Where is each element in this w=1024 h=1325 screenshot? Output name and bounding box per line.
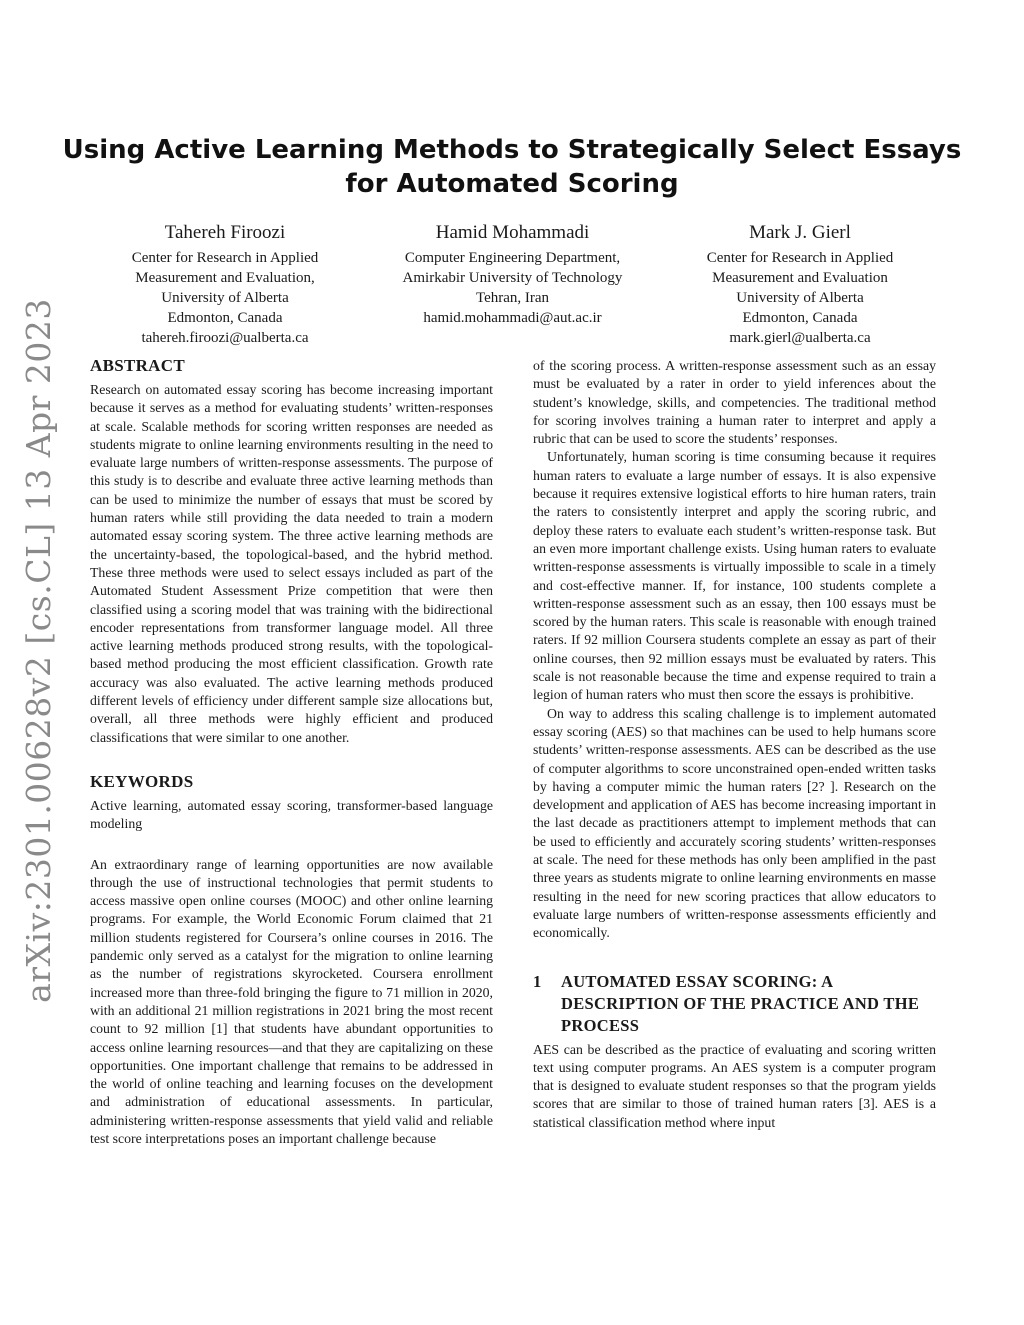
author-affiliation-line: Center for Research in Applied xyxy=(706,250,894,266)
author-block xyxy=(90,220,935,348)
author-3 xyxy=(665,220,935,348)
abstract-heading: ABSTRACT xyxy=(90,356,185,375)
body-paragraph: of the scoring process. A written-response assessment such as an essay must be evaluated by a rater in order to yield inferences about the student’s knowledge, skills, and competencies. The traditional method for scoring involves training a human rater to interpret and apply a rubric that can be used to score the students’ responses. xyxy=(533,358,936,447)
section-1-heading xyxy=(533,971,936,1037)
author-affiliation-line: Edmonton, Canada xyxy=(167,310,283,326)
author-email: tahereh.firoozi@ualberta.ca xyxy=(141,330,309,346)
body-paragraph: Unfortunately, human scoring is time consuming because it requires human raters to evaluate a large number of essays. It is also expensive because it requires extensive logistical efforts to hire human raters, train the raters to consistently interpret and apply the scoring rubric, and deploy these raters to evaluate each student’s written-response task. But an even more important challenge exists. Using human raters to evaluate written-response assessments is virtually impossible to scale in a timely and cost-effective manner. If, for instance, 100 students complete a written-response assessment such as an essay, then 100 essays must be scored by the human raters. This scale is reasonable with enough trained raters. If 92 million Coursera students complete an essay as part of their online courses, then 92 million essays must be evaluated by raters. This scale is not reasonable because the time and expense required to train a legion of human raters who must then score the essays is prohibitive. xyxy=(533,449,936,703)
body-paragraph: On way to address this scaling challenge is to implement automated essay scoring (AES) so that machines can be used to help humans score students’ written-response assessments. AES can be described as the use of computer algorithms to score unconstrained open-ended written tasks by having a computer mimic the human raters [2? ]. Research on the development and application of AES has become increasing important in the last decade as practitioners attempt to implement methods that can be used to efficiently and accurately scoring students’ written-responses at scale. The need for these methods has only been amplified in the past three years as students migrate to online learning environments en masse resulting in the need for new scoring practices that allow educators to evaluate large numbers of written-response assessments efficiently and economically. xyxy=(533,705,936,941)
author-affiliation-line: Tehran, Iran xyxy=(475,290,550,306)
author-affiliation-line: Measurement and Evaluation, xyxy=(135,270,315,286)
paper-title: Using Active Learning Methods to Strategically Select Essays for Automated Scoring xyxy=(62,135,962,199)
author-email: hamid.mohammadi@aut.ac.ir xyxy=(423,310,602,326)
section-number: 1 xyxy=(533,971,542,991)
intro-paragraph: An extraordinary range of learning opportunities are now available through the use of instructional technologies that permit students to access massive open online courses (MOOC) and other online learning programs. For example, the World Economic Forum claimed that 21 million students registered for Coursera’s online courses in 2016. The pandemic only served as a catalyst for the migration to online learning as the number of registrations skyrocketed. Coursera enrollment increased more than three-fold bringing the figure to 71 million in 2020, with an additional 21 million registrations in 2021 bring the most recent count to 92 million [1] that students have abundant opportunities to access online learning resources—and that they are capitalizing on these opportunities. One important challenge that remains to be addressed in the world of online teaching and learning focuses on the development and administration of educational assessments. In particular, administering written-response assessments that yield valid and reliable test score interpretations poses an important challenge because xyxy=(90,856,493,1146)
author-name: Hamid Mohammadi xyxy=(435,222,590,243)
section-1-text: AES can be described as the practice of evaluating and scoring written text using computer programs. An AES system is a computer program that is designed to evaluate student responses so that the program yields scores that are similar to those of trained human raters [3]. AES is a statistical classification method where input xyxy=(533,1041,936,1130)
keywords-text: Active learning, automated essay scoring, transformer-based language modeling xyxy=(90,797,493,832)
author-affiliation-line: Measurement and Evaluation xyxy=(712,270,888,286)
author-affiliation-line: Edmonton, Canada xyxy=(742,310,858,326)
author-name: Tahereh Firoozi xyxy=(164,222,286,243)
author-email: mark.gierl@ualberta.ca xyxy=(729,330,871,346)
right-column xyxy=(533,357,936,1132)
section-title: AUTOMATED ESSAY SCORING: A DESCRIPTION OF THE PRACTICE AND THE PROCESS xyxy=(561,971,920,1035)
author-affiliation-line: University of Alberta xyxy=(161,290,289,306)
left-column xyxy=(90,355,493,1148)
author-1 xyxy=(90,220,360,348)
author-affiliation-line: University of Alberta xyxy=(736,290,864,306)
arxiv-id-label: arXiv:2301.00628v2 [cs.CL] 13 Apr 2023 xyxy=(18,297,58,1003)
author-affiliation-line: Amirkabir University of Technology xyxy=(402,270,623,286)
author-affiliation-line: Computer Engineering Department, xyxy=(404,250,621,266)
keywords-heading: KEYWORDS xyxy=(90,771,194,791)
author-affiliation-line: Center for Research in Applied xyxy=(131,250,319,266)
author-name: Mark J. Gierl xyxy=(749,222,851,243)
abstract-text: Research on automated essay scoring has become increasing important because it serves as a method for evaluating students’ written-responses at scale. Scalable methods for scoring written responses are needed as students migrate to online learning environments resulting in the need to evaluate large numbers of written-response assessments. The purpose of this study is to describe and evaluate three active learning methods than can be used to minimize the number of essays that must be scored by human raters while still providing the data needed to train a modern automated essay scoring system. The three active learning methods are the uncertainty-based, the topological-based, and the hybrid method. These three methods were used to select essays included as part of the Automated Student Assessment Prize competition that were then classified using a scoring model that was training with the bidirectional encoder representations from transformer language model. All three active learning methods produced strong results, with the topological-based method producing the most efficient classification. Growth rate accuracy was also evaluated. The active learning methods produced different levels of efficiency under different sample size allocations but, overall, all three methods were highly efficient and produced classifications that were similar to one another. xyxy=(90,382,493,745)
arxiv-side-stamp xyxy=(12,297,64,1003)
author-2 xyxy=(378,220,648,348)
